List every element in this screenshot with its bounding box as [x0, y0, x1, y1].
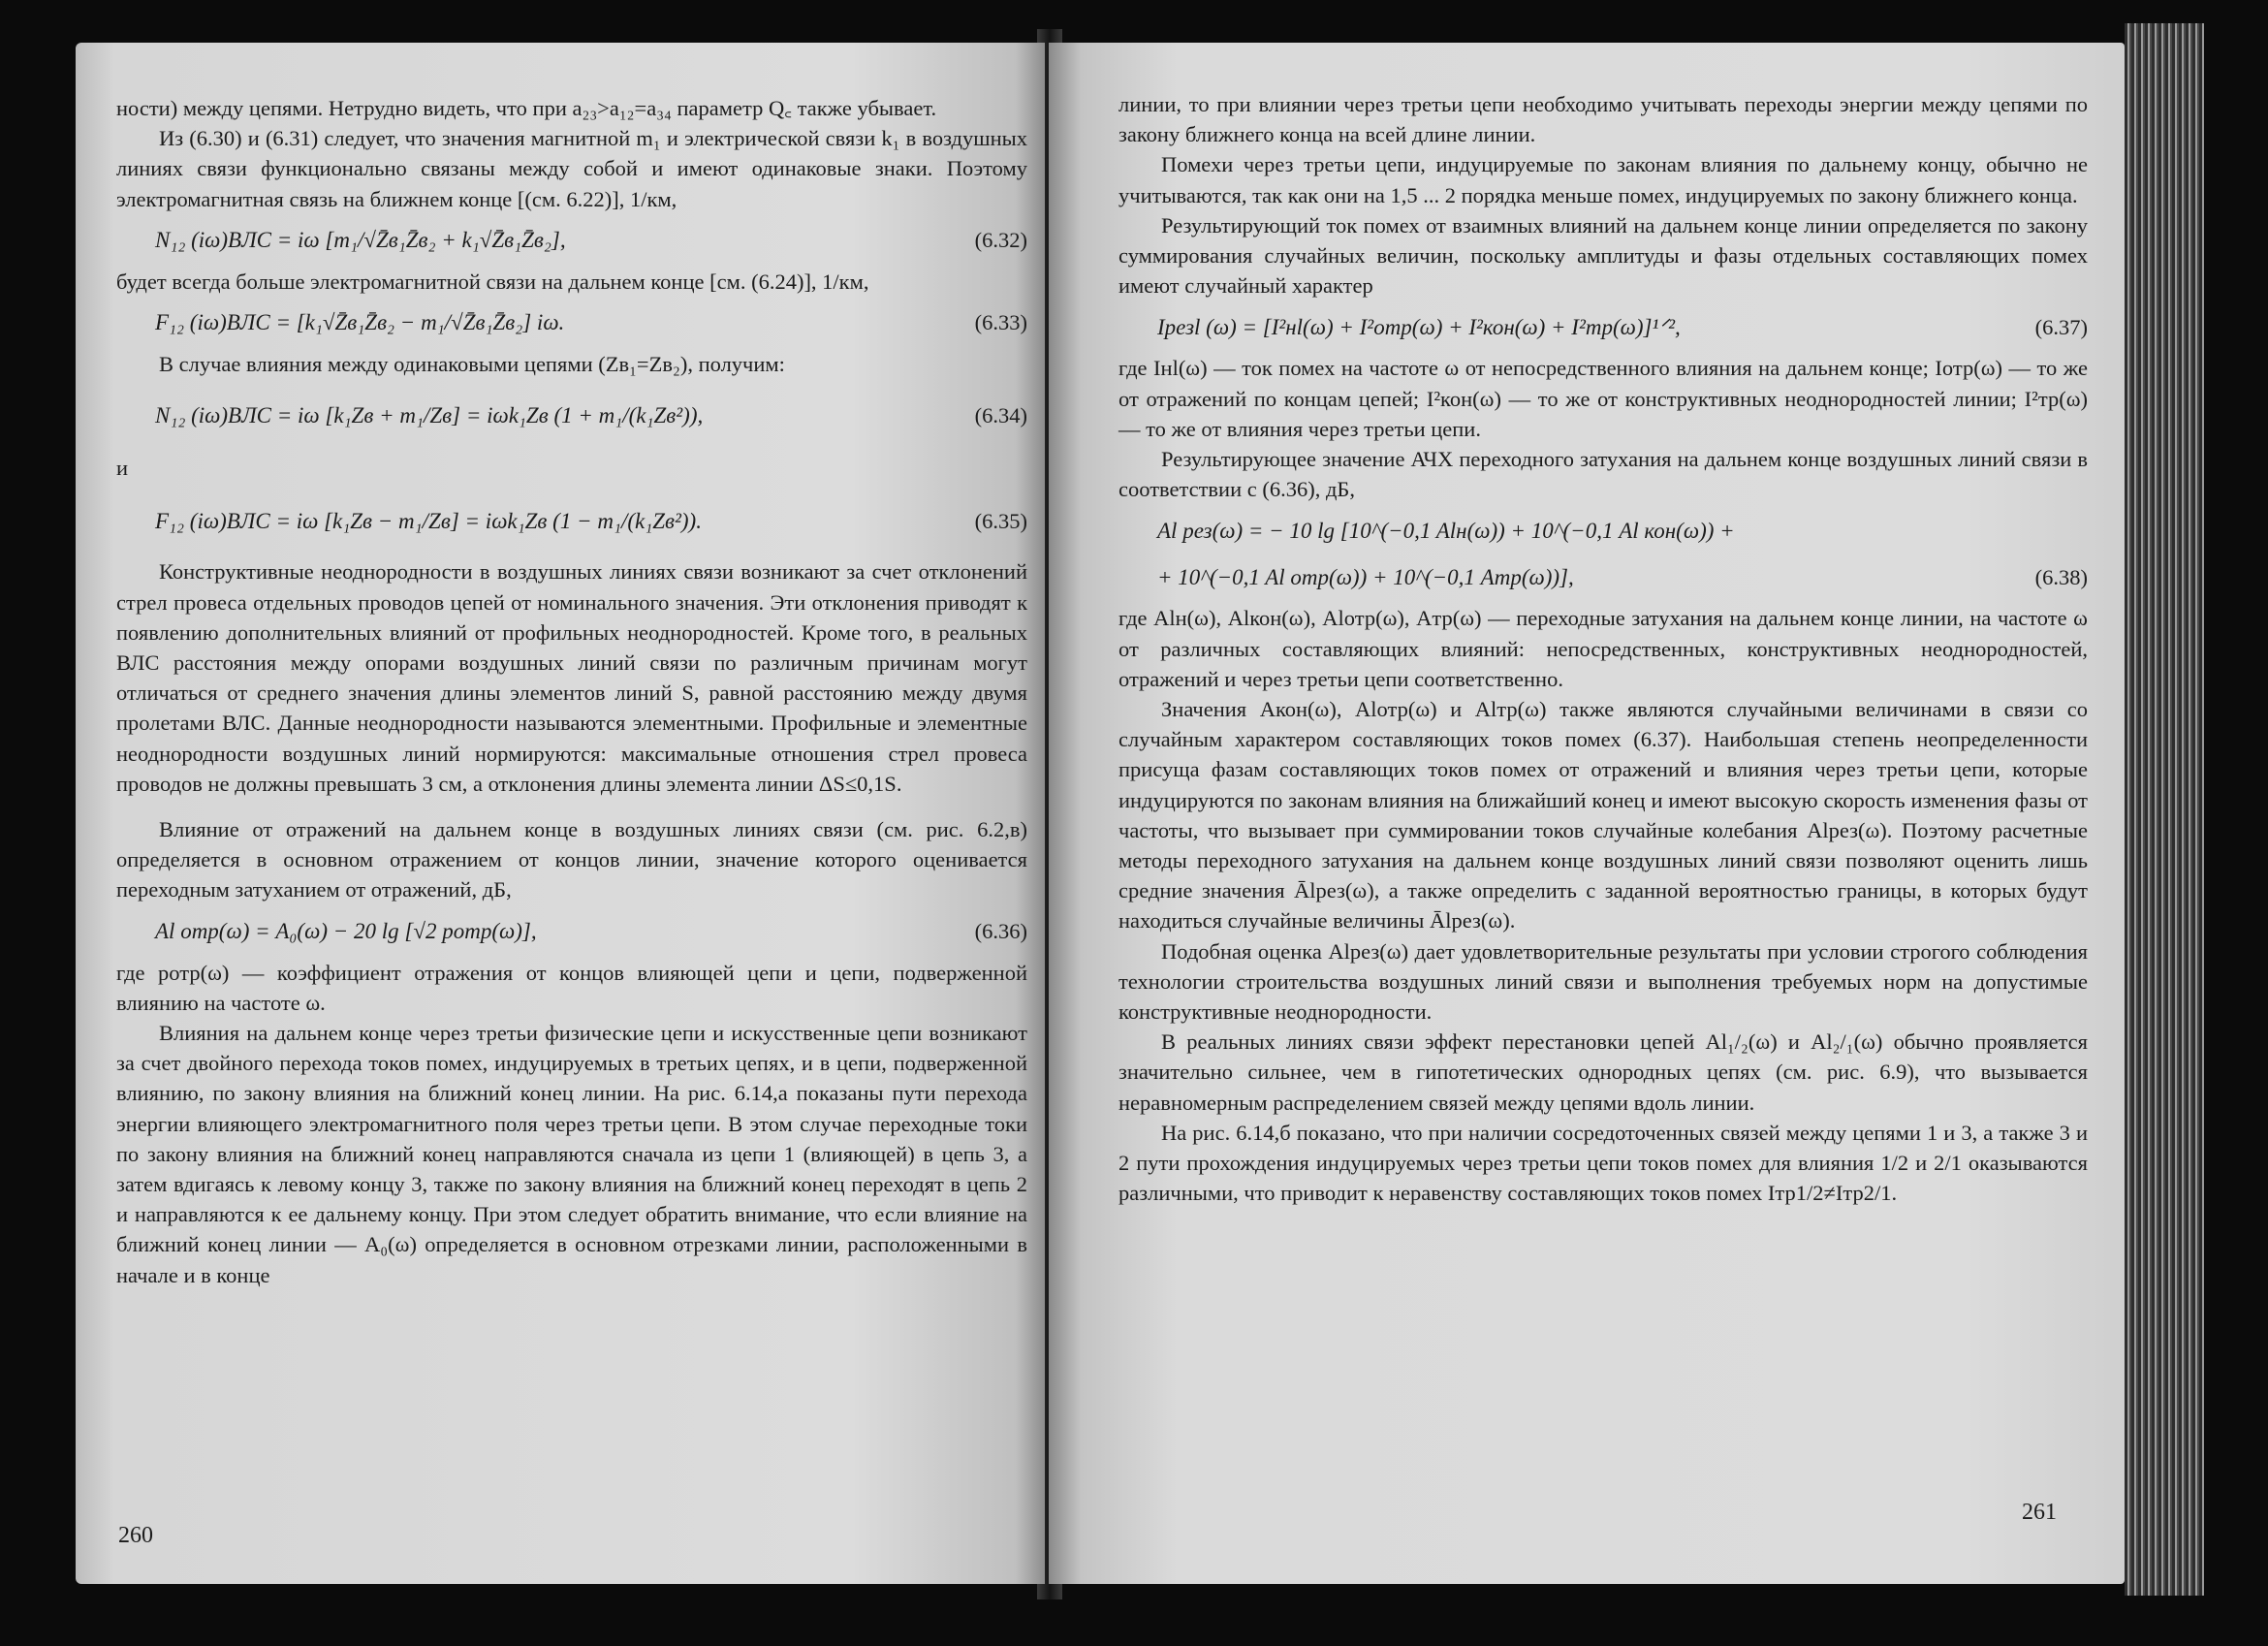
paragraph: Результирующее значение АЧХ переходного затухания на дальнем конце воздушных линий связи в соответствии с (6.36), дБ, — [1118, 447, 2088, 502]
paragraph: линии, то при влиянии через третьи цепи необходимо учитывать переходы энергии между цепями по закону ближнего конца на всей длине линии. — [1118, 92, 2088, 147]
equation-number: (6.32) — [974, 228, 1027, 253]
equation-formula: + 10^(−0,1 Al отр(ω)) + 10^(−0,1 Aтр(ω))], — [1157, 564, 1574, 589]
equation-number: (6.37) — [2034, 314, 2088, 339]
equation-formula: F₁₂ (iω)ВЛС = iω [k₁Zв − m₁/Zв] = iωk₁Zв (1 − m₁/(k₁Zв²)). — [155, 508, 702, 533]
equation-number: (6.33) — [974, 310, 1027, 335]
equation-formula: N₁₂ (iω)ВЛС = iω [k₁Zв + m₁/Zв] = iωk₁Zв (1 + m₁/(k₁Zв²)), — [155, 402, 704, 427]
paragraph: В реальных линиях связи эффект перестановки цепей Al₁/₂(ω) и Al₂/₁(ω) обычно проявляется значительно сильнее, чем в гипотетических однородных цепях (см. рис. 6.9), что вызывается неравномерным распределением связей между цепями вдоль линии. — [1118, 1029, 2088, 1115]
paragraph: где Iнl(ω) — ток помех на частоте ω от непосредственного влияния на дальнем конце; Iотр(ω) — то же от отражений по концам цепей; I²кон(ω) — то же от конструктивных неоднородностей линии; I²тр(ω) — то же от влияния через третьи цепи. — [1118, 356, 2088, 441]
paragraph: Конструктивные неоднородности в воздушных линиях связи возникают за счет отклонений стрел провеса отдельных проводов цепей от номинального значения. Эти отклонения приводят к появлению дополнительных влияний от профильных неоднородностей. Кроме того, в реальных ВЛС расстояния между опорами воздушных линий связи по различным причинам могут отличаться от среднего значения длины элементов линий S, равной расстоянию между двумя пролетами ВЛС. Данные неоднородности называются элементными. Профильные и элементные неоднородности воздушных линий нормируются: максимальные отношения стрел провеса проводов не должны превышать 3 см, а отклонения длины элемента линии ΔS≤0,1S. — [116, 559, 1027, 796]
equation-number: (6.38) — [2034, 564, 2088, 589]
paragraph: Значения Aкон(ω), Alотр(ω) и Alтр(ω) также являются случайными величинами в связи со случайным характером составляющих токов помех (6.37). Наибольшая степень неопределенности присуща фазам составляющих токов помех от отражений и влияния через третьи цепи, которые индуцируются по законам влияния на ближайший конец и имеют высокую скорость изменения фазы от частоты, что вызывает при суммировании токов случайные колебания Alрез(ω). Поэтому расчетные методы переходного затухания на дальнем конце воздушных линий связи позволяют оценить лишь средние значения Ālрез(ω), а также определить с заданной вероятностью границы, в которых будут находиться случайные величины Ālрез(ω). — [1118, 697, 2088, 934]
paragraph: Из (6.30) и (6.31) следует, что значения магнитной m₁ и электрической связи k₁ в воздушных линиях связи функционально связаны между собой и имеют одинаковые знаки. Поэтому электромагнитная связь на ближнем конце [(см. 6.22)], 1/км, — [116, 126, 1027, 211]
paragraph: где Alн(ω), Alкон(ω), Alотр(ω), Aтр(ω) — переходные затухания на дальнем конце линии, на частоте ω от различных составляющих влияний: непосредственных, конструктивных неоднородностей, отражений и через третьи цепи соответственно. — [1118, 606, 2088, 691]
right-page-text — [1118, 89, 2088, 1209]
equation-formula: Iрезl (ω) = [I²нl(ω) + I²отр(ω) + I²кон(ω) + I²тр(ω)]¹ᐟ², — [1157, 314, 1681, 339]
left-page — [76, 43, 1045, 1584]
paragraph: Результирующий ток помех от взаимных влияний на дальнем конце линии определяется по закону суммирования случайных величин, поскольку амплитуды и фазы отдельных составляющих помех имеют случайный характер — [1118, 212, 2088, 299]
equation-formula: Al рез(ω) = − 10 lg [10^(−0,1 Alн(ω)) + 10^(−0,1 Al кон(ω)) + — [1157, 518, 1735, 543]
equation — [1118, 510, 2088, 551]
page-edges — [2125, 23, 2204, 1596]
equation — [116, 302, 1027, 343]
paragraph: будет всегда больше электромагнитной связи на дальнем конце [см. (6.24)], 1/км, — [116, 269, 869, 294]
left-page-text — [116, 93, 1027, 1290]
equation-number: (6.36) — [974, 919, 1027, 944]
paragraph: В случае влияния между одинаковыми цепями (Zв₁=Zв₂), получим: — [159, 352, 785, 377]
equation — [116, 491, 1027, 551]
equation-number: (6.35) — [974, 508, 1027, 533]
equation — [116, 385, 1027, 445]
equation-number: (6.34) — [974, 402, 1027, 427]
page-number-left: 260 — [118, 1523, 153, 1548]
paragraph: где pотр(ω) — коэффициент отражения от концов влияющей цепи и цепи, подверженной влиянию на частоте ω. — [116, 960, 1027, 1015]
paragraph: ности) между цепями. Нетрудно видеть, что при a₂₃>a₁₂=a₃₄ параметр Q꜀ также убывает. — [116, 96, 937, 120]
equation — [116, 220, 1027, 261]
equation — [1118, 306, 2088, 347]
paragraph: Подобная оценка Alрез(ω) дает удовлетворительные результаты при условии строгого соблюдения технологии строительства воздушных линий связи и выполнения требуемых норм на допустимые конструктивные неоднородности. — [1118, 938, 2088, 1025]
equation-formula: F₁₂ (iω)ВЛС = [k₁√Z̄в₁Z̄в₂ − m₁/√Z̄в₁Z̄в₂] iω. — [155, 310, 565, 335]
right-page — [1049, 43, 2125, 1584]
equation — [116, 911, 1027, 952]
equation-formula: N₁₂ (iω)ВЛС = iω [m₁/√Z̄в₁Z̄в₂ + k₁√Z̄в₁Z̄в₂], — [155, 228, 566, 253]
paragraph: Влияния на дальнем конце через третьи физические цепи и искусственные цепи возникают за счет двойного перехода токов помех, индуцируемых в третьих цепях, и в цепи, подверженной влиянию, по закону влияния на ближний конец линии. На рис. 6.14,а показаны пути перехода энергии влияющего электромагнитного поля через третьи цепи. В этом случае переходные токи по закону влияния на ближний конец направляются сначала из цепи 1 (влияющей) в цепь 3, а затем вдигаясь к левому концу 3, также по закону влияния на ближний конец переходят в цепь 2 и направляются к ее дальнему концу. При этом следует обратить внимание, что если влияние на ближний конец линии — A₀(ω) определяется в основном отрезками линии, расположенными в начале и в конце — [116, 1021, 1027, 1287]
page-number-right: 261 — [2022, 1500, 2057, 1525]
equation-formula: Al отр(ω) = A₀(ω) − 20 lg [√2 pотр(ω)], — [155, 919, 537, 944]
paragraph: Влияние от отражений на дальнем конце в воздушных линиях связи (см. рис. 6.2,в) определяется в основном отражением от концов линии, значение которого оценивается переходным затуханием от отражений, дБ, — [116, 817, 1027, 902]
equation — [1118, 556, 2088, 597]
paragraph-gap — [116, 799, 1027, 814]
paragraph: На рис. 6.14,б показано, что при наличии сосредоточенных связей между цепями 1 и 3, а также 3 и 2 пути прохождения индуцируемых через третьи цепи токов помех для влияния 1/2 и 2/1 оказываются различными, что приводит к неравенству составляющих токов помех Iтр1/2≠Iтр2/1. — [1118, 1120, 2088, 1206]
paragraph: Помехи через третьи цепи, индуцируемые по законам влияния по дальнему концу, обычно не учитываются, так как они на 1,5 ... 2 порядка меньше помех, индуцируемых по закону ближнего конца. — [1118, 152, 2088, 207]
connector-text: и — [116, 456, 129, 481]
